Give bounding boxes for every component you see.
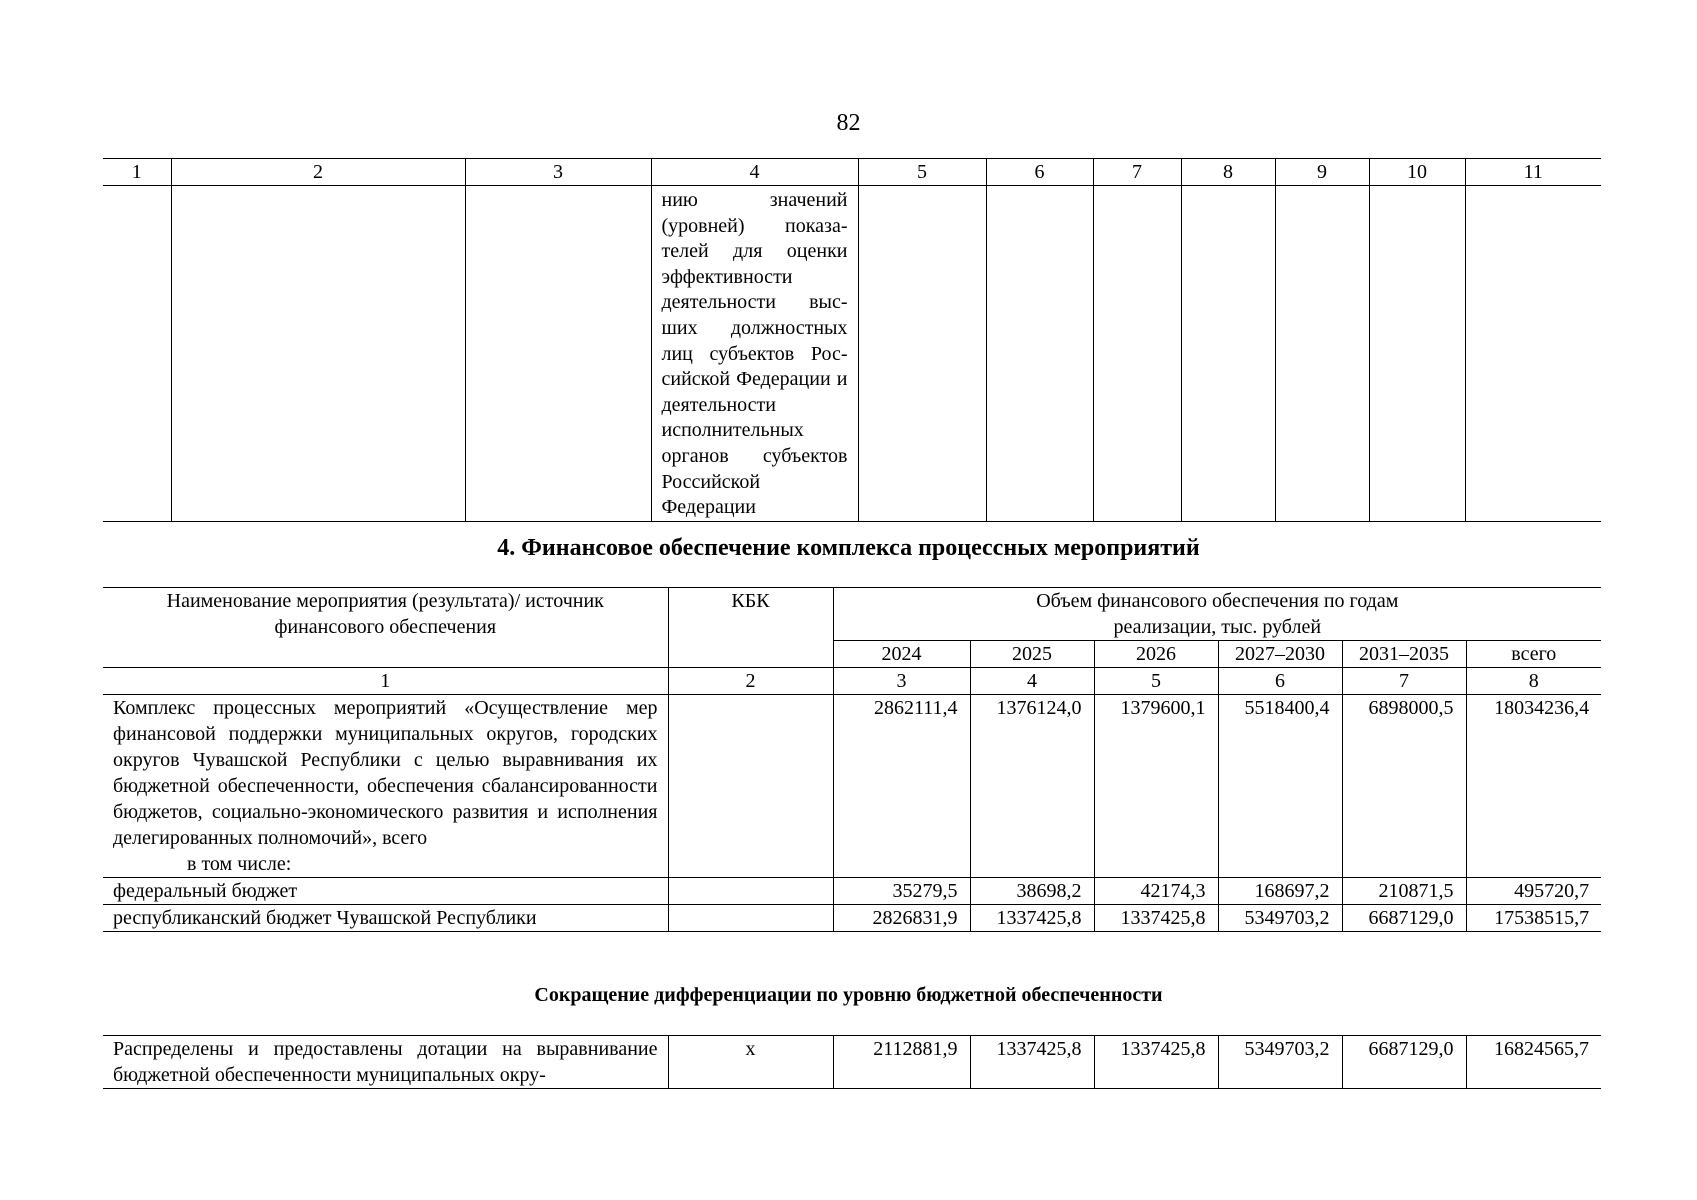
year-cell: 2026	[1094, 641, 1218, 668]
col-number-cell: 5	[858, 159, 986, 186]
table-cell	[986, 186, 1093, 522]
value-cell: 1376124,0	[970, 695, 1094, 878]
value-cell: 6687129,0	[1342, 1036, 1466, 1089]
year-cell: 2027–2030	[1218, 641, 1342, 668]
table-row	[103, 1036, 1601, 1089]
table-cell	[465, 186, 651, 522]
col-number-cell: 6	[986, 159, 1093, 186]
col-number-cell: 3	[833, 668, 970, 695]
table-cell	[103, 186, 171, 522]
value-cell: 35279,5	[833, 878, 970, 905]
value-cell: 5518400,4	[1218, 695, 1342, 878]
col-number-cell: 7	[1342, 668, 1466, 695]
col-number-cell: 10	[1369, 159, 1465, 186]
value-cell: 1337425,8	[1094, 1036, 1218, 1089]
col-number-cell: 3	[465, 159, 651, 186]
value-cell: 1379600,1	[1094, 695, 1218, 878]
row-name-cell	[103, 1036, 668, 1089]
year-cell: 2024	[833, 641, 970, 668]
value-cell: 18034236,4	[1466, 695, 1601, 878]
section-title: 4. Финансовое обеспечение комплекса процессных мероприятий	[497, 535, 1200, 561]
table-row-republican	[103, 905, 1601, 932]
value-cell: 6687129,0	[1342, 905, 1466, 932]
value-cell: 16824565,7	[1466, 1036, 1601, 1089]
col-number-cell: 8	[1466, 668, 1601, 695]
value-cell: 42174,3	[1094, 878, 1218, 905]
col-number-cell: 9	[1275, 159, 1369, 186]
table-row-federal	[103, 878, 1601, 905]
column-number-row	[103, 159, 1601, 186]
row-name: Распределены и предоставлены дотации на выравнивание бюджетной обеспеченности муниципальных окру-	[113, 1038, 658, 1086]
value-cell: 2112881,9	[833, 1036, 970, 1089]
row-name-cell: федеральный бюджет	[103, 878, 668, 905]
page-number: 82	[836, 110, 861, 136]
year-cell: 2025	[970, 641, 1094, 668]
result-table	[103, 1035, 1601, 1089]
table-cell	[1275, 186, 1369, 522]
continuation-table	[103, 158, 1601, 522]
year-cell: 2031–2035	[1342, 641, 1466, 668]
kbk-cell: х	[668, 1036, 833, 1089]
kbk-cell	[668, 695, 833, 878]
table-cell	[1093, 186, 1181, 522]
header-name-cell: Наименование мероприятия (результата)/ источник финансового обеспечения	[103, 588, 668, 668]
table-cell	[1181, 186, 1275, 522]
value-cell: 168697,2	[1218, 878, 1342, 905]
table-cell	[1465, 186, 1601, 522]
col-number-cell: 1	[103, 159, 171, 186]
table-cell	[858, 186, 986, 522]
value-cell: 5349703,2	[1218, 905, 1342, 932]
value-cell: 6898000,5	[1342, 695, 1466, 878]
value-cell: 5349703,2	[1218, 1036, 1342, 1089]
table-cell	[171, 186, 465, 522]
col-number-cell: 8	[1181, 159, 1275, 186]
col-number-cell: 4	[651, 159, 858, 186]
value-cell: 495720,7	[1466, 878, 1601, 905]
value-cell: 1337425,8	[1094, 905, 1218, 932]
kbk-cell	[668, 905, 833, 932]
col-number-cell: 6	[1218, 668, 1342, 695]
header-kbk-cell: КБК	[668, 588, 833, 668]
value-cell: 210871,5	[1342, 878, 1466, 905]
header-volume-cell: Объем финансового обеспечения по годам реализации, тыс. рублей	[833, 588, 1601, 641]
subsection-title: Сокращение дифференциации по уровню бюджетной обеспеченности	[534, 984, 1163, 1006]
value-cell: 1337425,8	[970, 905, 1094, 932]
value-cell: 17538515,7	[1466, 905, 1601, 932]
row-name: Комплекс процессных мероприятий «Осуществление мер финансовой поддержки муниципальных округов, городских округов Чувашской Республики с целью выравнивания их бюджетной обеспеченности, обеспечения сбалансированности бюджетов, социально-экономического развития и исполнения делегированных полномочий», всего	[113, 697, 658, 849]
table-row-total	[103, 695, 1601, 878]
col-number-cell: 1	[103, 668, 668, 695]
col-number-cell: 2	[171, 159, 465, 186]
table-cell	[651, 186, 858, 522]
row-name-cell: республиканский бюджет Чувашской Республики	[103, 905, 668, 932]
value-cell: 2862111,4	[833, 695, 970, 878]
col-number-cell: 11	[1465, 159, 1601, 186]
column-number-row	[103, 668, 1601, 695]
row-sub-label: в том числе:	[187, 853, 292, 875]
value-cell: 38698,2	[970, 878, 1094, 905]
header-row	[103, 588, 1601, 641]
kbk-cell	[668, 878, 833, 905]
table-cell	[1369, 186, 1465, 522]
year-cell: всего	[1466, 641, 1601, 668]
financing-table	[103, 587, 1601, 932]
col-number-cell: 7	[1093, 159, 1181, 186]
table-row	[103, 186, 1601, 522]
value-cell: 2826831,9	[833, 905, 970, 932]
col-number-cell: 4	[970, 668, 1094, 695]
col-number-cell: 5	[1094, 668, 1218, 695]
row-name-cell	[103, 695, 668, 878]
value-cell: 1337425,8	[970, 1036, 1094, 1089]
col-number-cell: 2	[668, 668, 833, 695]
indicator-description: нию значений (уровней) показателей для оценки эффективности деятельности высших должностных лиц субъектов Российской Федерации и деятельности исполнительных органов субъектов Российской Федерации	[661, 189, 848, 519]
